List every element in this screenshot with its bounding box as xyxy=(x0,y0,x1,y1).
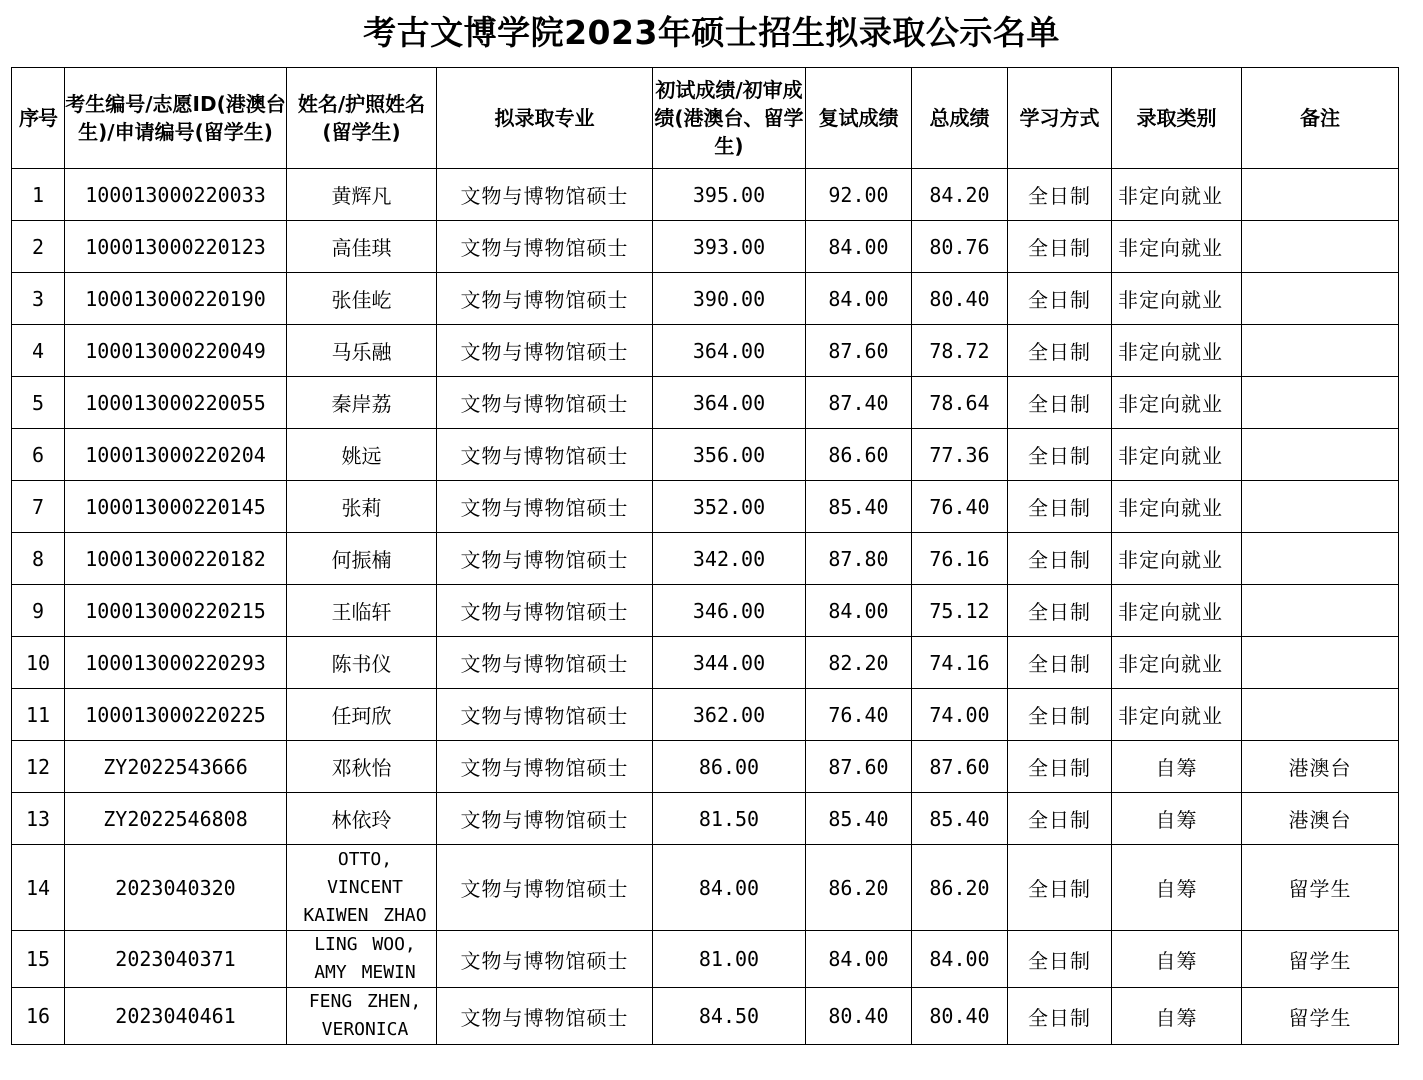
cell-prelim-score: 81.00 xyxy=(653,931,806,988)
cell-name: 林依玲 xyxy=(287,793,437,845)
table-row xyxy=(12,429,1399,481)
cell-retest-score: 85.40 xyxy=(806,793,912,845)
cell-retest-score: 84.00 xyxy=(806,931,912,988)
cell-candidate-id: 100013000220145 xyxy=(65,481,287,533)
header-prelim-score: 初试成绩/初审成绩(港澳台、留学生) xyxy=(653,68,806,169)
cell-note xyxy=(1242,481,1399,533)
cell-note: 留学生 xyxy=(1242,845,1399,931)
cell-note xyxy=(1242,429,1399,481)
cell-seq: 7 xyxy=(12,481,65,533)
cell-note xyxy=(1242,533,1399,585)
cell-name: LING WOO, AMY MEWIN xyxy=(287,931,437,988)
cell-candidate-id: 100013000220225 xyxy=(65,689,287,741)
cell-total-score: 77.36 xyxy=(912,429,1008,481)
cell-candidate-id: 100013000220033 xyxy=(65,169,287,221)
cell-admission-category: 非定向就业 xyxy=(1112,481,1242,533)
cell-candidate-id: ZY2022546808 xyxy=(65,793,287,845)
cell-study-mode: 全日制 xyxy=(1008,325,1112,377)
cell-total-score: 75.12 xyxy=(912,585,1008,637)
header-seq: 序号 xyxy=(12,68,65,169)
cell-prelim-score: 362.00 xyxy=(653,689,806,741)
header-name: 姓名/护照姓名(留学生) xyxy=(287,68,437,169)
cell-study-mode: 全日制 xyxy=(1008,689,1112,741)
cell-candidate-id: 100013000220204 xyxy=(65,429,287,481)
cell-candidate-id: 100013000220182 xyxy=(65,533,287,585)
cell-candidate-id: 100013000220049 xyxy=(65,325,287,377)
cell-major: 文物与博物馆硕士 xyxy=(437,481,653,533)
cell-name: 何振楠 xyxy=(287,533,437,585)
cell-major: 文物与博物馆硕士 xyxy=(437,689,653,741)
cell-note xyxy=(1242,689,1399,741)
cell-major: 文物与博物馆硕士 xyxy=(437,377,653,429)
table-row xyxy=(12,931,1399,988)
cell-total-score: 78.64 xyxy=(912,377,1008,429)
cell-prelim-score: 395.00 xyxy=(653,169,806,221)
cell-admission-category: 非定向就业 xyxy=(1112,377,1242,429)
cell-admission-category: 自筹 xyxy=(1112,931,1242,988)
cell-seq: 16 xyxy=(12,988,65,1045)
cell-candidate-id: 100013000220215 xyxy=(65,585,287,637)
cell-name: 张佳屹 xyxy=(287,273,437,325)
table-row xyxy=(12,169,1399,221)
cell-name: 秦岸荔 xyxy=(287,377,437,429)
cell-prelim-score: 390.00 xyxy=(653,273,806,325)
cell-note xyxy=(1242,221,1399,273)
cell-seq: 4 xyxy=(12,325,65,377)
cell-retest-score: 85.40 xyxy=(806,481,912,533)
cell-name: 邓秋怡 xyxy=(287,741,437,793)
cell-prelim-score: 356.00 xyxy=(653,429,806,481)
cell-retest-score: 87.60 xyxy=(806,741,912,793)
cell-admission-category: 非定向就业 xyxy=(1112,169,1242,221)
cell-note xyxy=(1242,377,1399,429)
cell-study-mode: 全日制 xyxy=(1008,988,1112,1045)
table-row xyxy=(12,325,1399,377)
cell-candidate-id: 100013000220190 xyxy=(65,273,287,325)
cell-total-score: 86.20 xyxy=(912,845,1008,931)
cell-retest-score: 84.00 xyxy=(806,585,912,637)
cell-note: 留学生 xyxy=(1242,988,1399,1045)
cell-total-score: 84.00 xyxy=(912,931,1008,988)
cell-name: 高佳琪 xyxy=(287,221,437,273)
table-row xyxy=(12,845,1399,931)
table-row xyxy=(12,221,1399,273)
cell-retest-score: 86.60 xyxy=(806,429,912,481)
cell-seq: 1 xyxy=(12,169,65,221)
cell-seq: 12 xyxy=(12,741,65,793)
cell-total-score: 80.76 xyxy=(912,221,1008,273)
cell-study-mode: 全日制 xyxy=(1008,169,1112,221)
cell-study-mode: 全日制 xyxy=(1008,741,1112,793)
table-row xyxy=(12,533,1399,585)
header-admission-category: 录取类别 xyxy=(1112,68,1242,169)
cell-prelim-score: 344.00 xyxy=(653,637,806,689)
cell-retest-score: 87.80 xyxy=(806,533,912,585)
cell-name: 王临轩 xyxy=(287,585,437,637)
cell-note: 港澳台 xyxy=(1242,793,1399,845)
cell-prelim-score: 84.00 xyxy=(653,845,806,931)
cell-seq: 10 xyxy=(12,637,65,689)
table-row xyxy=(12,637,1399,689)
cell-admission-category: 自筹 xyxy=(1112,845,1242,931)
cell-major: 文物与博物馆硕士 xyxy=(437,429,653,481)
cell-retest-score: 87.60 xyxy=(806,325,912,377)
cell-admission-category: 非定向就业 xyxy=(1112,533,1242,585)
cell-prelim-score: 364.00 xyxy=(653,377,806,429)
cell-total-score: 80.40 xyxy=(912,273,1008,325)
cell-name: 黄辉凡 xyxy=(287,169,437,221)
cell-retest-score: 86.20 xyxy=(806,845,912,931)
cell-retest-score: 76.40 xyxy=(806,689,912,741)
cell-candidate-id: 2023040461 xyxy=(65,988,287,1045)
table-row xyxy=(12,481,1399,533)
header-candidate-id: 考生编号/志愿ID(港澳台生)/申请编号(留学生) xyxy=(65,68,287,169)
cell-seq: 9 xyxy=(12,585,65,637)
cell-prelim-score: 81.50 xyxy=(653,793,806,845)
cell-study-mode: 全日制 xyxy=(1008,221,1112,273)
cell-admission-category: 非定向就业 xyxy=(1112,325,1242,377)
cell-total-score: 76.40 xyxy=(912,481,1008,533)
cell-seq: 3 xyxy=(12,273,65,325)
cell-admission-category: 非定向就业 xyxy=(1112,689,1242,741)
cell-note xyxy=(1242,273,1399,325)
cell-prelim-score: 346.00 xyxy=(653,585,806,637)
cell-name: 马乐融 xyxy=(287,325,437,377)
cell-total-score: 80.40 xyxy=(912,988,1008,1045)
cell-prelim-score: 342.00 xyxy=(653,533,806,585)
cell-study-mode: 全日制 xyxy=(1008,481,1112,533)
cell-seq: 5 xyxy=(12,377,65,429)
cell-name: FENG ZHEN, VERONICA xyxy=(287,988,437,1045)
cell-candidate-id: 100013000220055 xyxy=(65,377,287,429)
cell-prelim-score: 86.00 xyxy=(653,741,806,793)
table-row xyxy=(12,988,1399,1045)
cell-admission-category: 自筹 xyxy=(1112,793,1242,845)
header-total-score: 总成绩 xyxy=(912,68,1008,169)
cell-note: 港澳台 xyxy=(1242,741,1399,793)
cell-admission-category: 非定向就业 xyxy=(1112,221,1242,273)
cell-name: 张莉 xyxy=(287,481,437,533)
cell-prelim-score: 364.00 xyxy=(653,325,806,377)
table-row xyxy=(12,273,1399,325)
cell-retest-score: 84.00 xyxy=(806,221,912,273)
cell-admission-category: 非定向就业 xyxy=(1112,637,1242,689)
cell-study-mode: 全日制 xyxy=(1008,377,1112,429)
header-note: 备注 xyxy=(1242,68,1399,169)
admission-table xyxy=(11,67,1399,1045)
cell-note xyxy=(1242,325,1399,377)
table-row xyxy=(12,689,1399,741)
cell-major: 文物与博物馆硕士 xyxy=(437,988,653,1045)
cell-admission-category: 非定向就业 xyxy=(1112,585,1242,637)
cell-study-mode: 全日制 xyxy=(1008,845,1112,931)
cell-seq: 2 xyxy=(12,221,65,273)
cell-name: 陈书仪 xyxy=(287,637,437,689)
cell-major: 文物与博物馆硕士 xyxy=(437,637,653,689)
cell-seq: 14 xyxy=(12,845,65,931)
cell-candidate-id: 100013000220293 xyxy=(65,637,287,689)
cell-total-score: 76.16 xyxy=(912,533,1008,585)
cell-seq: 13 xyxy=(12,793,65,845)
cell-candidate-id: ZY2022543666 xyxy=(65,741,287,793)
cell-total-score: 74.00 xyxy=(912,689,1008,741)
cell-study-mode: 全日制 xyxy=(1008,931,1112,988)
cell-study-mode: 全日制 xyxy=(1008,533,1112,585)
cell-candidate-id: 2023040371 xyxy=(65,931,287,988)
cell-candidate-id: 2023040320 xyxy=(65,845,287,931)
table-row xyxy=(12,585,1399,637)
cell-study-mode: 全日制 xyxy=(1008,793,1112,845)
cell-name: 姚远 xyxy=(287,429,437,481)
cell-major: 文物与博物馆硕士 xyxy=(437,325,653,377)
cell-note: 留学生 xyxy=(1242,931,1399,988)
cell-admission-category: 自筹 xyxy=(1112,988,1242,1045)
cell-major: 文物与博物馆硕士 xyxy=(437,585,653,637)
cell-candidate-id: 100013000220123 xyxy=(65,221,287,273)
cell-retest-score: 80.40 xyxy=(806,988,912,1045)
cell-major: 文物与博物馆硕士 xyxy=(437,931,653,988)
table-row xyxy=(12,793,1399,845)
cell-total-score: 74.16 xyxy=(912,637,1008,689)
header-study-mode: 学习方式 xyxy=(1008,68,1112,169)
cell-seq: 11 xyxy=(12,689,65,741)
cell-major: 文物与博物馆硕士 xyxy=(437,273,653,325)
cell-retest-score: 92.00 xyxy=(806,169,912,221)
cell-major: 文物与博物馆硕士 xyxy=(437,169,653,221)
cell-major: 文物与博物馆硕士 xyxy=(437,533,653,585)
cell-retest-score: 87.40 xyxy=(806,377,912,429)
cell-admission-category: 非定向就业 xyxy=(1112,273,1242,325)
cell-prelim-score: 84.50 xyxy=(653,988,806,1045)
cell-major: 文物与博物馆硕士 xyxy=(437,845,653,931)
cell-seq: 8 xyxy=(12,533,65,585)
cell-total-score: 78.72 xyxy=(912,325,1008,377)
cell-total-score: 85.40 xyxy=(912,793,1008,845)
cell-name: OTTO, VINCENT KAIWEN ZHAO xyxy=(287,845,437,931)
cell-major: 文物与博物馆硕士 xyxy=(437,793,653,845)
cell-name: 任珂欣 xyxy=(287,689,437,741)
cell-seq: 6 xyxy=(12,429,65,481)
table-row xyxy=(12,741,1399,793)
cell-seq: 15 xyxy=(12,931,65,988)
cell-total-score: 84.20 xyxy=(912,169,1008,221)
cell-study-mode: 全日制 xyxy=(1008,273,1112,325)
cell-retest-score: 82.20 xyxy=(806,637,912,689)
table-header-row xyxy=(12,68,1399,169)
cell-total-score: 87.60 xyxy=(912,741,1008,793)
header-major: 拟录取专业 xyxy=(437,68,653,169)
cell-study-mode: 全日制 xyxy=(1008,429,1112,481)
cell-prelim-score: 393.00 xyxy=(653,221,806,273)
table-row xyxy=(12,377,1399,429)
cell-major: 文物与博物馆硕士 xyxy=(437,741,653,793)
cell-admission-category: 自筹 xyxy=(1112,741,1242,793)
cell-note xyxy=(1242,585,1399,637)
cell-major: 文物与博物馆硕士 xyxy=(437,221,653,273)
cell-study-mode: 全日制 xyxy=(1008,585,1112,637)
cell-note xyxy=(1242,169,1399,221)
page-title: 考古文博学院2023年硕士招生拟录取公示名单 xyxy=(363,13,1060,52)
cell-admission-category: 非定向就业 xyxy=(1112,429,1242,481)
cell-prelim-score: 352.00 xyxy=(653,481,806,533)
cell-note xyxy=(1242,637,1399,689)
cell-study-mode: 全日制 xyxy=(1008,637,1112,689)
header-retest-score: 复试成绩 xyxy=(806,68,912,169)
cell-retest-score: 84.00 xyxy=(806,273,912,325)
